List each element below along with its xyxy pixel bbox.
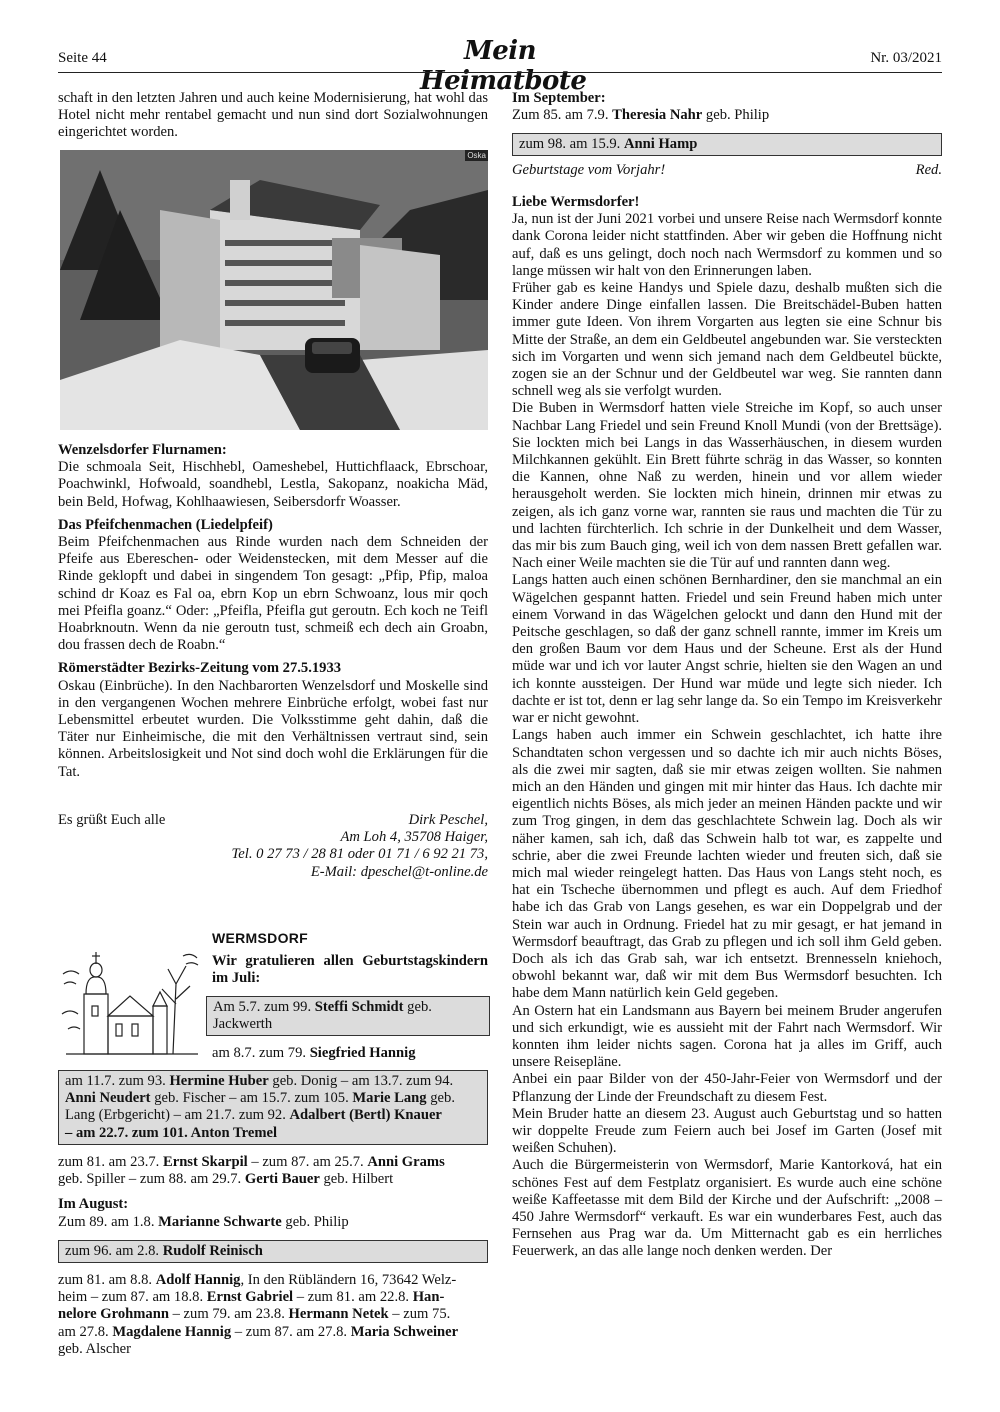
- letter: [512, 194, 942, 1261]
- aug2-l4d: Maria Schweiner: [350, 1323, 459, 1340]
- box1-rest: geb. Jackwerth: [213, 999, 432, 1033]
- letter-p4: Langs hatten auch einen schönen Bernhardiner, den sie manchmal an ein Wägelchen gespannt hatten. Friedel und sein Freund haben mich unter einem Vorwand in das Wägelchen gelockt und dann den Hund mit der Peitsche geschlagen, so daß der ganz schnell rannte, immer im Kreis um den großen Baum vor dem Haus und der Scheune. Erst als der Hund müde war und ich vor lauter Angst schrie, hielten sie den Wagen an und ich konnte aussteigen. Der Hund war müde und legte sich nieder. Ich dachte er ist tot, denn er lag sehr lange da. So ein Tempo im Kreisverkehr war er nicht gewohnt.: [512, 572, 942, 727]
- church-icon: [58, 944, 208, 1064]
- flurnamen-heading: Wenzelsdorfer Flurnamen:: [58, 442, 227, 458]
- letter-p5: Langs haben auch immer ein Schwein geschlachtet, ich hatte ihre Schandtaten schon vergessen und so dachte ich mir auch nichts Böses, als die zwei mir sagten, daß sie mir etwas zeigen wollten. Sie nahmen mich an den Händen und gingen mit mir hinter das Haus. Ich dachte mir eigentlich nichts Böses, als mich jeder an meinen Händen packte und wir zum Trog gingen, in dem das geschlachtete Schwein lag. Doch als wir näher kamen, sah ich, daß das Schwein halb tot war, es zappelte und schrie, aber die zwei Freunde lachten wieder und freuten sich, daß sie mich mal wieder reingelegt hatten. Das Haus von Langs steht noch, es hat ein Tscheche übernommen und pflegt es auch. Auf dem Friedhof habe ich das Grab von Langs gesehen, es war ein Doppelgrab und der Stein war auch in Ordnung. Friedel hat zu mir gesagt, er hat jemand in Wermsdorf beauftragt, das Grab zu pflegen und ich soll ihm Geld geben. Doch als ich das Grab sah, war ich entsetzt. Brennesseln kniehoch, obwohl bekannt war, daß wir mit dem Bus Wermsdorf besuchten. Ich habe dem Mann natürlich kein Geld gegeben.: [512, 727, 942, 1002]
- aug-l1c: geb. Philip: [281, 1213, 349, 1230]
- pfeifchen-heading: Das Pfeifchenmachen (Liedelpfeif): [58, 516, 273, 533]
- aug2-l4c: – zum 87. am 27.8.: [231, 1323, 351, 1340]
- masthead-logo: Mein Heimatbote: [420, 36, 587, 96]
- box2-line1: [65, 1073, 481, 1090]
- aug2-l4b: Magdalene Hannig: [112, 1323, 232, 1340]
- left-column: [58, 90, 488, 142]
- letter-p9: Auch die Bürgermeisterin von Wermsdorf, Marie Kantorková, hat ein schönes Fest auf dem Festplatz organisiert. Es wurde auch eine schöne weiße Kaffeetasse mit dem Bild der Kirche und der Aufschrift: „2008 – 450 Jahre Wermsdorf“ verkauft. Es war ein wunderbares Fest, auch das Fernsehen aus Prag war da. Um Mitternacht gab es ein herrliches Feuerwerk, an das alle lange noch denken werden. Der: [512, 1157, 942, 1260]
- line79-date: am 8.7. zum 79.: [212, 1045, 310, 1061]
- letter-p6: An Ostern hat ein Landsmann aus Bayern bei meinem Bruder angerufen und sich erkundigt, wie es aussieht mit der Fahrt nach Wermsdorf. Wir konnten ihm leider nichts sagen. Corona hat ja alles im Griff, auch unsere Reisepläne.: [512, 1002, 942, 1071]
- september-heading: Im September:: [512, 90, 606, 106]
- box2-l2a: Anni Neudert: [65, 1090, 151, 1107]
- box2-line2: [65, 1090, 481, 1107]
- wermsdorf-section: [212, 930, 488, 988]
- after-line2: [58, 1171, 488, 1188]
- september-line1: [512, 107, 942, 124]
- zeitung-text: Oskau (Einbrüche). In den Nachbarorten Wenzelsdorf und Moskelle sind in den vergangenen Wochen mehrere Einbrüche erfolgt, wobei fast nur Lebensmittel erbeutet wurden. Die Volksstimme geht dahin, daß die Täter nur Einheimische, die mit den Verhältnissen vertraut sind, sein können. Arbeitslosigkeit und Not sind doch wohl die Erklärungen für die Tat.: [58, 677, 488, 780]
- july-remaining: [58, 1154, 488, 1231]
- aug-l1b: Marianne Schwarte: [158, 1213, 282, 1230]
- birthday-box-july: [58, 1070, 488, 1145]
- august-heading: Im August:: [58, 1196, 129, 1213]
- line79-name: Siegfried Hannig: [309, 1045, 416, 1061]
- letter-p8: Mein Bruder hatte an diesem 23. August auch Geburtstag und so hatten wir doppelte Freude zum Feiern auch bei Josef im Garten (Josef mit weißen Schuhen).: [512, 1105, 942, 1157]
- photo-credit: Oska: [467, 151, 486, 160]
- birthday-box-96: [58, 1240, 488, 1263]
- wermsdorf-heading: WERMSDORF: [212, 930, 309, 946]
- sep-l1b: Theresia Nahr: [612, 107, 703, 124]
- box2-line3: [65, 1107, 481, 1124]
- signature-phone: Tel. 0 27 73 / 28 81 oder 01 71 / 6 92 21 73,: [231, 846, 488, 863]
- after-l1a: zum 81. am 23.7.: [58, 1154, 163, 1170]
- aug2-line1: [58, 1272, 488, 1289]
- signature-block: [230, 812, 488, 881]
- page-number: Seite 44: [58, 50, 107, 66]
- box1-date: Am 5.7. zum 99.: [213, 999, 315, 1015]
- aug2-l2a: heim – zum 87. am 18.8.: [58, 1289, 207, 1306]
- box2-l4b: Anton Tremel: [190, 1124, 278, 1141]
- box3-name: Rudolf Reinisch: [162, 1243, 263, 1259]
- aug2-l2d: Han-: [412, 1289, 445, 1306]
- sep-l1c: geb. Philip: [702, 107, 770, 124]
- box2-l2d: geb.: [426, 1090, 455, 1107]
- after-l1b: Ernst Skarpil: [162, 1154, 248, 1170]
- issue-number: Nr. 03/2021: [870, 50, 942, 66]
- header-rule: [58, 72, 942, 73]
- church-sketch: [58, 944, 208, 1064]
- box1-name: Steffi Schmidt: [314, 999, 404, 1015]
- letter-p3: Die Buben in Wermsdorf hatten viele Streiche im Kopf, so auch unser Nachbar Lang Friedel und sein Freund Knoll Mundi (von der Brettsäge). Sie lockten mich bei Langs in das Wasserhäuschen, in diesem wurden Milchkannen gekühlt. Ein Brett führte schräg in das Wasser, so konnten die Kannen, ohne Naß zu werden, hinein und vor allem wieder herausgeholt werden. Sie lockten mich hinein, drinnen mir etwas zu zeigen, als ich ganz vorne war, rannten sie raus und machten die Tür zu und lachten fürchterlich. Ich schrie in der Dunkelheit und dem Wasser, das mir bis zum Bauch ging, weil ich von dem nassen Brett gefallen war. Nach einer Weile machten sie die Tür auf und rannten dann weg.: [512, 400, 942, 572]
- left-column-lower: [58, 442, 488, 781]
- letter-p7: Anbei ein paar Bilder von der 450-Jahr-Feier von Wermsdorf und der Pflanzung der Linde der Freundschaft zu diesem Fest.: [512, 1071, 942, 1105]
- box2-l2b: geb. Fischer – am 15.7. zum 105.: [150, 1090, 353, 1107]
- congrats-heading: Wir gratulieren allen Geburtstagskindern im Juli:: [212, 953, 488, 987]
- box2-line4: [65, 1125, 481, 1142]
- aug2-l3a: nelore Grohmann: [58, 1306, 169, 1323]
- aug2-l2c: – zum 81. am 22.8.: [293, 1289, 413, 1306]
- after-l2a: geb. Spiller – zum 88. am 29.7.: [58, 1171, 245, 1188]
- aug2-line3: [58, 1306, 488, 1323]
- after-line1: [58, 1154, 488, 1171]
- box2-l4a: – am 22.7. zum 101.: [65, 1124, 191, 1141]
- august-remaining: [58, 1272, 488, 1358]
- aug2-l3b: – zum 79. am 23.8.: [168, 1306, 289, 1323]
- box2-l1b: Hermine Huber: [169, 1073, 269, 1089]
- aug2-l1b: Adolf Hannig: [155, 1272, 241, 1288]
- hotel-photo: [60, 150, 488, 430]
- aug-l1a: Zum 89. am 1.8.: [58, 1213, 159, 1230]
- aug2-l1a: zum 81. am 8.8.: [58, 1272, 156, 1288]
- pfeifchen-text: Beim Pfeifchenmachen aus Rinde wurden nach dem Schneiden der Pfeife aus Ebereschen- oder Weidenstecken, mit dem Messer auf die Rinde geklopft und dabei in singendem Ton gesagt: „Pfip, Pfip, maloa schind dr Koaz es Fal oa, ebrn Kop un ebrn Schwoanz, lous mir qoch mei Pfeifla goanz.“ Oder: „Pfeifla, Pfeifla gut geroutn. Ech koch ne Teifl Hoabrknoutn. Wenn da nie geroutn tust, schmeiß ech dech ain Groabn, dou frassen dech de Roabn.“: [58, 534, 488, 654]
- after-l1d: Anni Grams: [367, 1154, 445, 1170]
- intro-paragraph: schaft in den letzten Jahren und auch keine Modernisierung, hat wohl das Hotel nicht mehr rentabel gemacht und nun sind dort Sozialwohnungen eingerichtet worden.: [58, 90, 488, 141]
- hotel-photo-drawing: [60, 150, 488, 430]
- after-l1c: – zum 87. am 25.7.: [247, 1154, 368, 1170]
- aug2-line4: [58, 1324, 488, 1341]
- after-l2b: Gerti Bauer: [244, 1171, 320, 1188]
- aug2-l2b: Ernst Gabriel: [206, 1289, 294, 1306]
- aug2-l4a: am 27.8.: [58, 1323, 113, 1340]
- aug2-line2: [58, 1289, 488, 1306]
- aug2-l3c: Hermann Netek: [288, 1306, 389, 1323]
- aug2-l3d: – zum 75.: [388, 1306, 451, 1323]
- birthday-79: [212, 1045, 416, 1062]
- after-l2c: geb. Hilbert: [319, 1171, 394, 1188]
- box2-l1a: am 11.7. zum 93.: [65, 1073, 170, 1089]
- birthday-box-98: [512, 133, 942, 156]
- vorjahr-note: Geburtstage vom Vorjahr!: [512, 162, 666, 178]
- editor-mark: Red.: [915, 162, 942, 178]
- letter-p1: Ja, nun ist der Juni 2021 vorbei und unsere Reise nach Wermsdorf konnte dank Corona leider nicht stattfinden. Aber wir geben die Hoffnung nicht auf, daß es uns gelingt, doch noch nach Wermsdorf zu kommen und so lange müssen wir halt von den Erinnerungen laben.: [512, 211, 942, 279]
- sep-l1a: Zum 85. am 7.9.: [512, 107, 613, 124]
- box2-l3a: Lang (Erbgericht) – am 21.7. zum 92.: [65, 1107, 290, 1124]
- signature-email: E-Mail: dpeschel@t-online.de: [310, 863, 488, 880]
- greeting: Es grüßt Euch alle: [58, 812, 166, 828]
- august-line1: [58, 1214, 488, 1231]
- signature-address: Am Loh 4, 35708 Haiger,: [340, 829, 488, 846]
- flurnamen-text: Die schmoala Seit, Hischhebl, Oameshebel, Huttichflaack, Ebrschoar, Poachwinkl, Hofwoald, soandhebl, Lestla, Sakopanz, noakicha Mäd, bein Beld, Hofwag, Kohlhaawiesen, Seibersdorfr Woasser.: [58, 459, 488, 510]
- box3-date: zum 96. am 2.8.: [65, 1243, 163, 1259]
- birthday-box-99: [206, 996, 490, 1036]
- right-column-top: [512, 90, 942, 124]
- zeitung-heading: Römerstädter Bezirks-Zeitung vom 27.5.1933: [58, 660, 342, 677]
- box2-l1c: geb. Donig – am 13.7. zum 94.: [268, 1073, 454, 1089]
- box98-date: zum 98. am 15.9.: [519, 136, 624, 152]
- aug2-l1c: , In den Rübländern 16, 73642 Welz-: [240, 1272, 457, 1288]
- letter-heading: Liebe Wermsdorfer!: [512, 194, 640, 210]
- signature-name: Dirk Peschel,: [408, 812, 488, 828]
- aug2-line5: geb. Alscher: [58, 1340, 131, 1357]
- box2-l2c: Marie Lang: [352, 1090, 427, 1107]
- box98-name: Anni Hamp: [623, 136, 698, 152]
- letter-p2: Früher gab es keine Handys und Spiele dazu, deshalb mußten sich die Kinder andere Dinge einfallen lassen. Die Breitschädel-Buben hatten immer gute Ideen. Von ihrem Vorgarten aus legten sie eine Schnur bis Mitte der Straße, an dem ein Geldbeutel angebunden war. Sie versteckten sich im Vorgarten und wenn sich jemand nach dem Geldbeutel bückte, zogen sie an der Schnur und der Geldbeutel war weg. Sie rannten dann schnell weg als sie verfolgt wurden.: [512, 280, 942, 400]
- box2-l3b: Adalbert (Bertl) Knauer: [289, 1107, 442, 1124]
